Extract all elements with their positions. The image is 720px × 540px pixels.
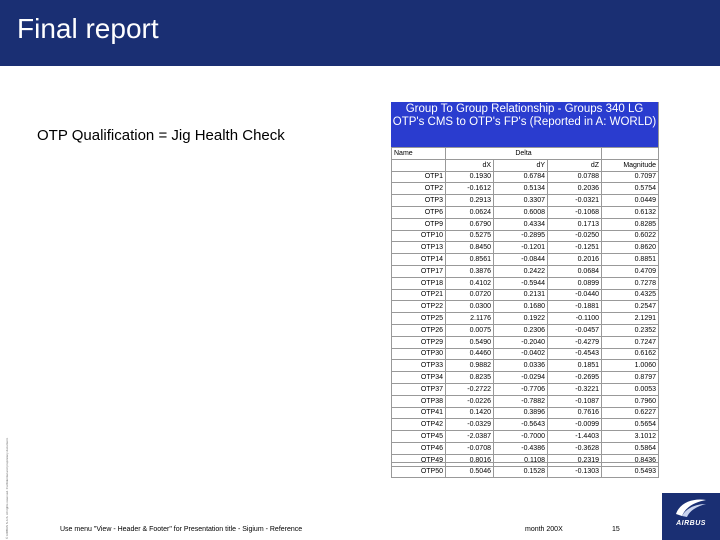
- value-cell: 0.2306: [494, 324, 548, 336]
- value-cell: 0.6790: [446, 218, 494, 230]
- row-name-cell: OTP37: [392, 383, 446, 395]
- value-cell: 0.3896: [494, 407, 548, 419]
- table-row: [392, 336, 659, 348]
- value-cell: -0.2040: [494, 336, 548, 348]
- table-row: [392, 218, 659, 230]
- value-cell: -0.4543: [548, 348, 602, 360]
- row-name-cell: OTP1: [392, 171, 446, 183]
- value-cell: 0.4709: [602, 265, 659, 277]
- value-cell: 0.8436: [602, 454, 659, 466]
- value-cell: 1.0060: [602, 360, 659, 372]
- value-cell: 0.6132: [602, 206, 659, 218]
- table-row: [392, 383, 659, 395]
- value-cell: 0.3307: [494, 195, 548, 207]
- value-cell: -0.2895: [494, 230, 548, 242]
- value-cell: 0.0788: [548, 171, 602, 183]
- row-name-cell: OTP46: [392, 442, 446, 454]
- row-name-cell: OTP25: [392, 313, 446, 325]
- value-cell: -0.7706: [494, 383, 548, 395]
- row-name-cell: OTP45: [392, 431, 446, 443]
- column-subheader: dY: [494, 159, 548, 171]
- value-cell: 0.8285: [602, 218, 659, 230]
- table-row: [392, 431, 659, 443]
- value-cell: 0.7960: [602, 395, 659, 407]
- row-name-cell: OTP33: [392, 360, 446, 372]
- row-name-cell: OTP22: [392, 301, 446, 313]
- logo-swoosh-icon: [670, 496, 710, 518]
- value-cell: 0.8450: [446, 242, 494, 254]
- column-subheader: dX: [446, 159, 494, 171]
- value-cell: 0.2352: [602, 324, 659, 336]
- value-cell: 0.0899: [548, 277, 602, 289]
- value-cell: 0.0720: [446, 289, 494, 301]
- table-row: [392, 348, 659, 360]
- row-name-cell: OTP30: [392, 348, 446, 360]
- table-row: [392, 454, 659, 466]
- value-cell: -0.3628: [548, 442, 602, 454]
- value-cell: 0.4460: [446, 348, 494, 360]
- value-cell: 0.8620: [602, 242, 659, 254]
- row-name-cell: OTP14: [392, 254, 446, 266]
- value-cell: 0.3876: [446, 265, 494, 277]
- table-row: [392, 407, 659, 419]
- table-row: [392, 301, 659, 313]
- row-name-cell: OTP29: [392, 336, 446, 348]
- table-row: [392, 419, 659, 431]
- copyright-side-text: © AIRBUS S.A.S. All rights reserved. Confidential and proprietary document.: [5, 437, 9, 539]
- row-name-cell: OTP18: [392, 277, 446, 289]
- row-name-cell: OTP50: [392, 466, 446, 478]
- row-name-cell: OTP3: [392, 195, 446, 207]
- table-row: [392, 206, 659, 218]
- row-name-cell: OTP10: [392, 230, 446, 242]
- value-cell: -0.1068: [548, 206, 602, 218]
- table-row: [392, 230, 659, 242]
- table-row: [392, 289, 659, 301]
- value-cell: -0.0708: [446, 442, 494, 454]
- value-cell: 0.2319: [548, 454, 602, 466]
- value-cell: -0.7000: [494, 431, 548, 443]
- column-header-name: Name: [392, 148, 446, 160]
- value-cell: 0.8016: [446, 454, 494, 466]
- row-name-cell: OTP42: [392, 419, 446, 431]
- value-cell: -0.5643: [494, 419, 548, 431]
- value-cell: 0.2131: [494, 289, 548, 301]
- value-cell: -0.0457: [548, 324, 602, 336]
- table-row: [392, 360, 659, 372]
- slide-subtitle: OTP Qualification = Jig Health Check: [37, 127, 285, 144]
- value-cell: 0.7278: [602, 277, 659, 289]
- value-cell: 0.0684: [548, 265, 602, 277]
- value-cell: -0.1303: [548, 466, 602, 478]
- value-cell: -2.0387: [446, 431, 494, 443]
- table-row: [392, 372, 659, 384]
- value-cell: -0.0440: [548, 289, 602, 301]
- value-cell: -0.0294: [494, 372, 548, 384]
- column-header-delta: Delta: [446, 148, 602, 160]
- table-subheader-row: [392, 159, 659, 171]
- value-cell: 0.1420: [446, 407, 494, 419]
- row-name-cell: OTP13: [392, 242, 446, 254]
- value-cell: -0.0402: [494, 348, 548, 360]
- value-cell: -0.1100: [548, 313, 602, 325]
- value-cell: -0.4386: [494, 442, 548, 454]
- value-cell: 0.2547: [602, 301, 659, 313]
- table-row: [392, 183, 659, 195]
- value-cell: 0.1851: [548, 360, 602, 372]
- row-name-cell: OTP6: [392, 206, 446, 218]
- row-name-cell: OTP26: [392, 324, 446, 336]
- table-row: [392, 395, 659, 407]
- value-cell: -0.4279: [548, 336, 602, 348]
- row-name-cell: OTP2: [392, 183, 446, 195]
- value-cell: -0.0321: [548, 195, 602, 207]
- table-row: [392, 442, 659, 454]
- row-name-cell: OTP49: [392, 454, 446, 466]
- value-cell: 0.4334: [494, 218, 548, 230]
- value-cell: 0.5654: [602, 419, 659, 431]
- value-cell: 0.7247: [602, 336, 659, 348]
- value-cell: 0.0449: [602, 195, 659, 207]
- value-cell: -0.0329: [446, 419, 494, 431]
- value-cell: 0.8851: [602, 254, 659, 266]
- footer-date: month 200X: [525, 526, 563, 533]
- value-cell: 0.2036: [548, 183, 602, 195]
- row-name-cell: OTP41: [392, 407, 446, 419]
- value-cell: -0.5944: [494, 277, 548, 289]
- value-cell: 0.9882: [446, 360, 494, 372]
- table-row: [392, 324, 659, 336]
- row-name-cell: OTP34: [392, 372, 446, 384]
- value-cell: 0.6008: [494, 206, 548, 218]
- value-cell: 0.1108: [494, 454, 548, 466]
- table-row: [392, 277, 659, 289]
- value-cell: 0.0075: [446, 324, 494, 336]
- column-subheader: dZ: [548, 159, 602, 171]
- logo-text: AIRBUS: [676, 520, 706, 527]
- table-caption: Group To Group Relationship - Groups 340 LG OTP's CMS to OTP's FP's (Reported in A: WORLD): [391, 102, 658, 147]
- value-cell: -0.0099: [548, 419, 602, 431]
- value-cell: 0.1680: [494, 301, 548, 313]
- value-cell: 0.0053: [602, 383, 659, 395]
- table-row: [392, 195, 659, 207]
- value-cell: 0.6022: [602, 230, 659, 242]
- value-cell: 0.1922: [494, 313, 548, 325]
- value-cell: -0.1087: [548, 395, 602, 407]
- value-cell: 0.1528: [494, 466, 548, 478]
- value-cell: -0.1201: [494, 242, 548, 254]
- value-cell: 0.5134: [494, 183, 548, 195]
- page-number: 15: [612, 526, 620, 533]
- value-cell: 0.2422: [494, 265, 548, 277]
- value-cell: 2.1176: [446, 313, 494, 325]
- table-row: [392, 254, 659, 266]
- airbus-logo: [662, 493, 720, 540]
- value-cell: 0.8235: [446, 372, 494, 384]
- slide-header: [0, 0, 720, 66]
- value-cell: 0.1930: [446, 171, 494, 183]
- value-cell: -0.0250: [548, 230, 602, 242]
- value-cell: -0.0226: [446, 395, 494, 407]
- value-cell: 0.1713: [548, 218, 602, 230]
- value-cell: 0.7097: [602, 171, 659, 183]
- value-cell: 0.4102: [446, 277, 494, 289]
- value-cell: -0.1612: [446, 183, 494, 195]
- table-row: [392, 242, 659, 254]
- value-cell: 0.8561: [446, 254, 494, 266]
- value-cell: 0.0624: [446, 206, 494, 218]
- footer-text: Use menu "View - Header & Footer" for Presentation title - Sigium - Reference: [60, 526, 303, 533]
- value-cell: -1.4403: [548, 431, 602, 443]
- table-header-row: [392, 148, 659, 160]
- column-subheader: [392, 159, 446, 171]
- table-row: [392, 313, 659, 325]
- value-cell: 0.5864: [602, 442, 659, 454]
- value-cell: 0.0336: [494, 360, 548, 372]
- table-row: [392, 265, 659, 277]
- value-cell: 0.5275: [446, 230, 494, 242]
- value-cell: 0.6227: [602, 407, 659, 419]
- value-cell: 0.0300: [446, 301, 494, 313]
- value-cell: 0.5754: [602, 183, 659, 195]
- data-table-panel: [391, 102, 659, 476]
- value-cell: 2.1291: [602, 313, 659, 325]
- value-cell: 0.4325: [602, 289, 659, 301]
- value-cell: -0.2695: [548, 372, 602, 384]
- value-cell: 0.8797: [602, 372, 659, 384]
- value-cell: -0.0844: [494, 254, 548, 266]
- value-cell: -0.2722: [446, 383, 494, 395]
- slide-title: Final report: [17, 13, 159, 44]
- table-row: [392, 466, 659, 478]
- value-cell: 3.1012: [602, 431, 659, 443]
- data-table: [391, 147, 659, 478]
- value-cell: 0.5490: [446, 336, 494, 348]
- value-cell: 0.2016: [548, 254, 602, 266]
- value-cell: 0.2913: [446, 195, 494, 207]
- row-name-cell: OTP17: [392, 265, 446, 277]
- value-cell: 0.7616: [548, 407, 602, 419]
- value-cell: -0.7882: [494, 395, 548, 407]
- value-cell: 0.6162: [602, 348, 659, 360]
- row-name-cell: OTP9: [392, 218, 446, 230]
- value-cell: 0.5046: [446, 466, 494, 478]
- value-cell: -0.1251: [548, 242, 602, 254]
- row-name-cell: OTP21: [392, 289, 446, 301]
- value-cell: 0.5493: [602, 466, 659, 478]
- value-cell: -0.3221: [548, 383, 602, 395]
- table-row: [392, 171, 659, 183]
- value-cell: 0.6784: [494, 171, 548, 183]
- row-name-cell: OTP38: [392, 395, 446, 407]
- value-cell: -0.1881: [548, 301, 602, 313]
- column-header-empty: [602, 148, 659, 160]
- column-subheader: Magnitude: [602, 159, 659, 171]
